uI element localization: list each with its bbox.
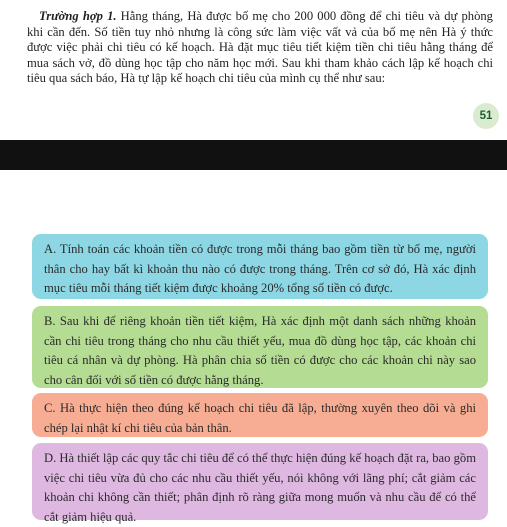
case-study-paragraph [27, 9, 493, 87]
case-text: Hằng tháng, Hà được bố mẹ cho 200 000 đồng để chi tiêu và dự phòng khi cần đến. Số tiền tuy nhỏ nhưng là công sức làm việc vất vả của bố mẹ nên Hà ý thức được việc phải chi tiêu có kế hoạch. Hà đặt mục tiêu tiết kiệm tiền chi tiêu hằng tháng để mua sách vở, đồ dùng học tập cho năm học mới. Sau khi tham khảo cách lập kế hoạch chi tiêu qua sách báo, Hà tự lập kế hoạch chi tiêu của mình cụ thể như sau: [27, 9, 493, 86]
page-gap-band [0, 140, 507, 170]
case-label: Trường hợp 1. [39, 9, 117, 23]
page-number-badge: 51 [473, 103, 499, 129]
step-d-box: D. Hà thiết lập các quy tắc chi tiêu để có thể thực hiện đúng kế hoạch đặt ra, bao gồm việc chi tiêu vừa đủ cho các nhu cầu thiết yếu, nói không với lãng phí; cắt giảm các khoản chi không cần thiết; phân định rõ ràng giữa mong muốn và nhu cầu để có thể cắt giảm hiệu quả. [32, 443, 488, 520]
step-c-box: C. Hà thực hiện theo đúng kế hoạch chi tiêu đã lập, thường xuyên theo dõi và ghi chép lại nhật kí chi tiêu của bản thân. [32, 393, 488, 437]
textbook-page-top [0, 0, 507, 140]
step-a-box: A. Tính toán các khoản tiền có được trong mỗi tháng bao gồm tiền từ bố mẹ, người thân cho hay bất kì khoản thu nào có được trong tháng. Trên cơ sở đó, Hà xác định mục tiêu mỗi tháng tiết kiệm được khoảng 20% tổng số tiền có được. [32, 234, 488, 299]
step-b-box: B. Sau khi để riêng khoản tiền tiết kiệm, Hà xác định một danh sách những khoản cần chi tiêu trong tháng cho nhu cầu thiết yếu, mua đồ dùng học tập, các khoản chi tiêu cá nhân và dự phòng. Hà phân chia số tiền có được cho các khoản chi này sao cho cân đối với số tiền có được hằng tháng. [32, 306, 488, 388]
